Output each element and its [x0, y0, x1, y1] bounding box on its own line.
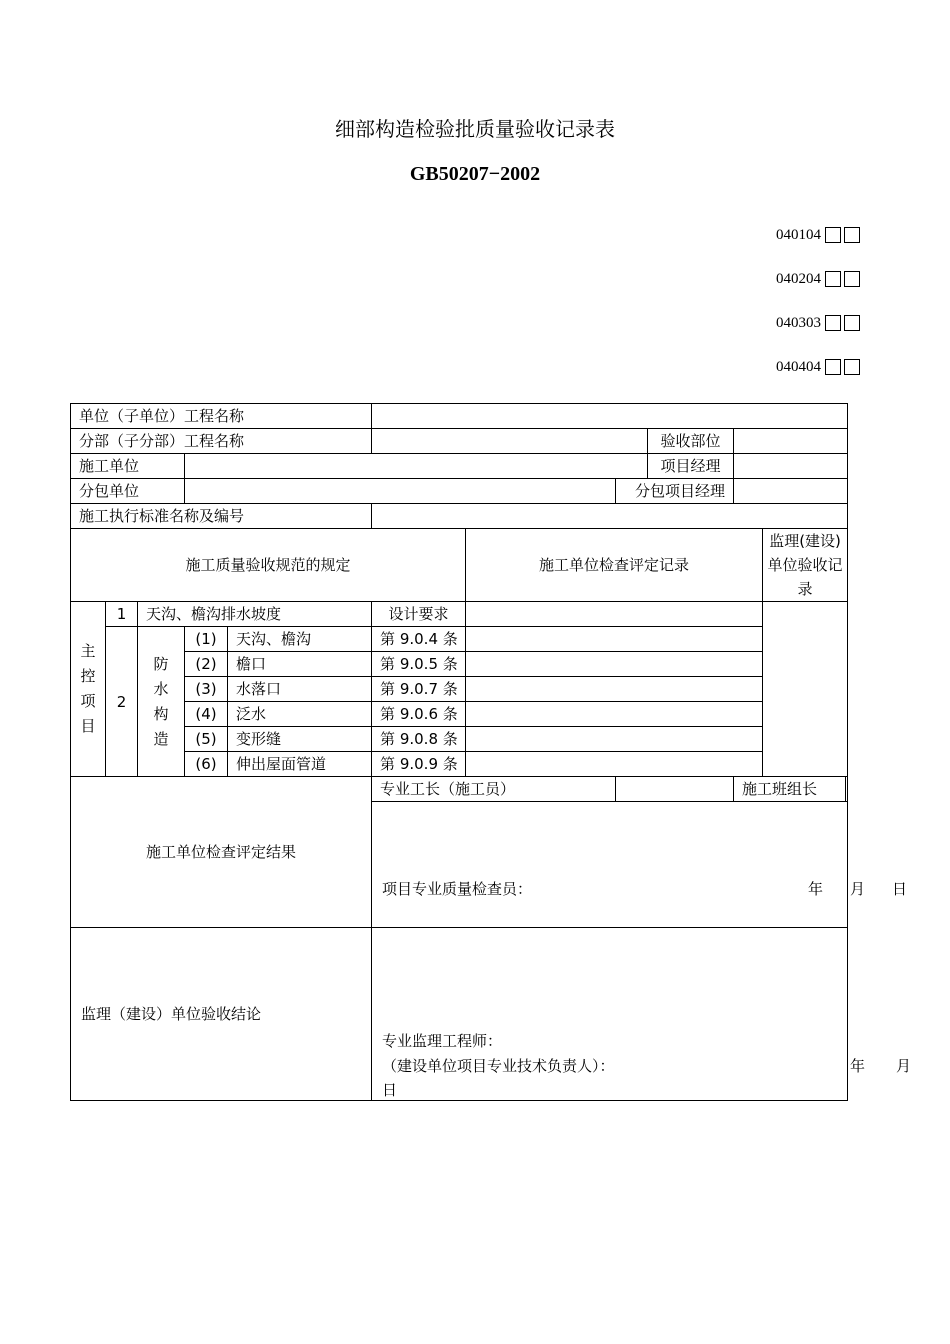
contractor-result-label: 施工单位检查评定结果	[71, 777, 372, 928]
sub-project-manager-label: 分包项目经理	[616, 479, 734, 504]
code-number: 040303	[776, 314, 821, 331]
item-number: 2	[106, 627, 138, 777]
sub-item-name: 水落口	[228, 677, 372, 702]
unit-name-label: 单位（子单位）工程名称	[71, 404, 372, 429]
inspector-label: 项目专业质量检查员：	[382, 880, 533, 899]
date-year: 年	[808, 880, 824, 899]
code-number: 040404	[776, 358, 821, 375]
unit-name-field[interactable]	[372, 404, 848, 429]
date-day: 日	[382, 1081, 398, 1099]
sub-item-name: 变形缝	[228, 727, 372, 752]
item-number: 1	[106, 602, 138, 627]
sub-item-clause: 第 9.0.4 条	[372, 627, 466, 652]
waterproof-structure-label	[138, 627, 185, 777]
code-row	[776, 224, 860, 246]
check-record-field[interactable]	[466, 602, 763, 627]
sub-item-index: (2)	[185, 652, 228, 677]
check-record-column-header: 施工单位检查评定记录	[466, 529, 763, 602]
check-record-field[interactable]	[466, 702, 763, 727]
standard-field[interactable]	[372, 504, 848, 529]
owner-label: （建设单位项目专业技术负责人）：	[382, 1057, 615, 1075]
sub-item-index: (6)	[185, 752, 228, 777]
project-manager-field[interactable]	[734, 454, 848, 479]
foreman-field[interactable]	[616, 777, 734, 802]
sub-item-name: 伸出屋面管道	[228, 752, 372, 777]
project-manager-label: 项目经理	[648, 454, 734, 479]
engineer-label: 专业监理工程师：	[382, 1032, 503, 1050]
team-leader-cell	[734, 777, 848, 802]
inspection-form-table	[70, 403, 912, 1101]
checkbox[interactable]	[844, 271, 860, 287]
checkbox[interactable]	[844, 315, 860, 331]
date-year: 年	[850, 1057, 866, 1075]
code-number: 040204	[776, 270, 821, 287]
sub-item-name: 檐口	[228, 652, 372, 677]
checkbox[interactable]	[825, 315, 841, 331]
date-month: 月	[850, 880, 866, 899]
main-control-label: 主控项目	[80, 642, 96, 735]
subunit-name-field[interactable]	[372, 429, 648, 454]
code-row	[776, 268, 860, 290]
sub-item-name: 天沟、檐沟	[228, 627, 372, 652]
sub-item-index: (1)	[185, 627, 228, 652]
checkbox[interactable]	[825, 271, 841, 287]
sub-item-clause: 第 9.0.6 条	[372, 702, 466, 727]
check-record-field[interactable]	[466, 677, 763, 702]
checkbox[interactable]	[844, 359, 860, 375]
check-record-field[interactable]	[466, 727, 763, 752]
team-leader-field[interactable]	[846, 777, 847, 801]
team-leader-label: 施工班组长	[734, 777, 846, 801]
supervision-result-label: 监理（建设）单位验收结论	[71, 928, 372, 1101]
sub-project-manager-field[interactable]	[734, 479, 848, 504]
code-row	[776, 356, 860, 378]
standard-label: 施工执行标准名称及编号	[71, 504, 372, 529]
supervision-record-field[interactable]	[763, 602, 848, 777]
code-number: 040104	[776, 226, 821, 243]
date-day: 日	[892, 880, 908, 899]
waterproof-structure-text: 防水构造	[153, 654, 169, 748]
date-month: 月	[896, 1057, 912, 1075]
supervision-column-header: 监理(建设)单位验收记录	[763, 529, 848, 602]
sub-item-index: (3)	[185, 677, 228, 702]
page-title: 细部构造检验批质量验收记录表	[335, 117, 615, 141]
foreman-label: 专业工长（施工员）	[372, 777, 616, 802]
contractor-label: 施工单位	[71, 454, 185, 479]
code-row	[776, 312, 860, 334]
subcontractor-label: 分包单位	[71, 479, 185, 504]
subcontractor-field[interactable]	[185, 479, 616, 504]
standard-code: GB50207−2002	[409, 163, 541, 185]
contractor-result-field[interactable]	[372, 802, 908, 928]
code-list	[776, 224, 860, 400]
checkbox[interactable]	[825, 227, 841, 243]
sub-item-clause: 第 9.0.5 条	[372, 652, 466, 677]
contractor-field[interactable]	[185, 454, 648, 479]
item-name: 天沟、檐沟排水坡度	[138, 602, 372, 627]
supervision-result-field[interactable]	[372, 928, 912, 1101]
acceptance-part-label: 验收部位	[648, 429, 734, 454]
sub-item-clause: 第 9.0.8 条	[372, 727, 466, 752]
check-record-field[interactable]	[466, 652, 763, 677]
sub-item-clause: 第 9.0.9 条	[372, 752, 466, 777]
sub-item-index: (4)	[185, 702, 228, 727]
sub-item-index: (5)	[185, 727, 228, 752]
checkbox[interactable]	[844, 227, 860, 243]
acceptance-part-field[interactable]	[734, 429, 848, 454]
sub-item-clause: 第 9.0.7 条	[372, 677, 466, 702]
check-record-field[interactable]	[466, 752, 763, 777]
checkbox[interactable]	[825, 359, 841, 375]
item-requirement: 设计要求	[372, 602, 466, 627]
subunit-name-label: 分部（子分部）工程名称	[71, 429, 372, 454]
check-record-field[interactable]	[466, 627, 763, 652]
spec-column-header: 施工质量验收规范的规定	[71, 529, 466, 602]
sub-item-name: 泛水	[228, 702, 372, 727]
main-control-group-label	[71, 602, 106, 777]
